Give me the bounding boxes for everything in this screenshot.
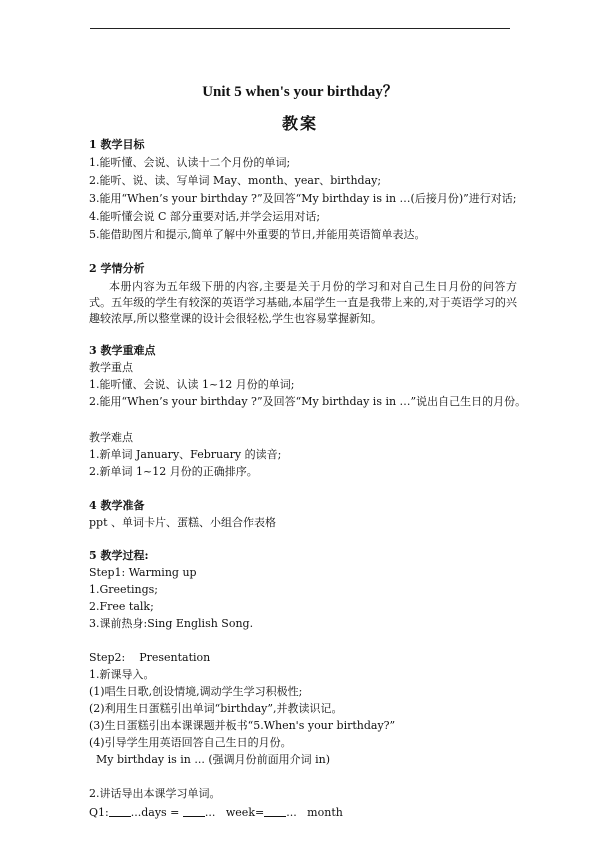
focus-item: 2.能用“When’s your birthday ?”及回答“My birthday is in …”说出自己生日的月份。 [89, 395, 527, 408]
q1-blank [109, 806, 131, 817]
q1-part3: ... month [286, 806, 343, 819]
step2-item: (3)生日蛋糕引出本课课题并板书“5.When's your birthday?” [89, 719, 396, 732]
difficulty-label: 教学难点 [89, 431, 133, 444]
objective-item: 4.能听懂会说 C 部分重要对话,并学会运用对话; [89, 210, 321, 223]
focus-item: 1.能听懂、会说、认读 1~12 月份的单词; [89, 378, 295, 391]
q1-part2: ... week= [204, 806, 265, 819]
step1-item: 1.Greetings; [89, 583, 158, 596]
step2-item: (4)引导学生用英语回答自己生日的月份。 [89, 736, 292, 749]
step2-item: (2)利用生日蛋糕引出单词“birthday”,并教读识记。 [89, 702, 343, 715]
objective-item: 3.能用“When’s your birthday ?”及回答“My birthday is in …(后接月份)”进行对话; [89, 192, 517, 205]
step2-item-2: 2.讲话导出本课学习单词。 [89, 787, 221, 800]
q1-part1: ...days = [130, 806, 180, 819]
section-4-heading: 4 教学准备 [89, 499, 145, 512]
section-2-heading: 2 学情分析 [89, 262, 145, 275]
step1-title: Step1: Warming up [89, 566, 197, 579]
difficulty-item: 1.新单词 January、February 的读音; [89, 448, 282, 461]
objective-item: 2.能听、说、读、写单词 May、month、year、birthday; [89, 174, 382, 187]
step2-item: (1)唱生日歌,创设情境,调动学生学习积极性; [89, 685, 303, 698]
lesson-subtitle: 教案 [281, 114, 318, 133]
q1-line [89, 806, 343, 820]
step2-title: Step2: Presentation [89, 651, 211, 664]
difficulty-item: 2.新单词 1~12 月份的正确排序。 [89, 465, 258, 478]
analysis-paragraph: 本册内容为五年级下册的内容,主要是关于月份的学习和对自己生日月份的问答方式。五年级的学生有较深的英语学习基础,本届学生一直是我带上来的,对于英语学习的兴趣较浓厚,所以整堂课的设计会很轻松,学生也容易掌握新知。 [89, 280, 517, 325]
step2-item: My birthday is in ... (强调月份前面用介词 in) [89, 753, 331, 766]
q1-prefix: Q1: [89, 806, 109, 819]
section-5-heading: 5 教学过程: [89, 549, 149, 562]
step1-item: 2.Free talk; [89, 600, 154, 613]
section-1-heading: 1 教学目标 [89, 138, 145, 151]
q1-blank [264, 806, 286, 817]
q1-blank [183, 806, 205, 817]
objective-item: 1.能听懂、会说、认读十二个月份的单词; [89, 156, 291, 169]
step2-item: 1.新课导入。 [89, 668, 155, 681]
header-rule [90, 28, 510, 29]
lesson-title: Unit 5 when's your birthday？ [202, 84, 398, 100]
section-3-heading: 3 教学重难点 [89, 344, 156, 357]
step1-item: 3.课前热身:Sing English Song. [89, 617, 254, 630]
objective-item: 5.能借助图片和提示,简单了解中外重要的节日,并能用英语简单表达。 [89, 228, 426, 241]
preparation-text: ppt 、单词卡片、蛋糕、小组合作表格 [89, 516, 276, 529]
focus-label: 教学重点 [89, 361, 133, 374]
